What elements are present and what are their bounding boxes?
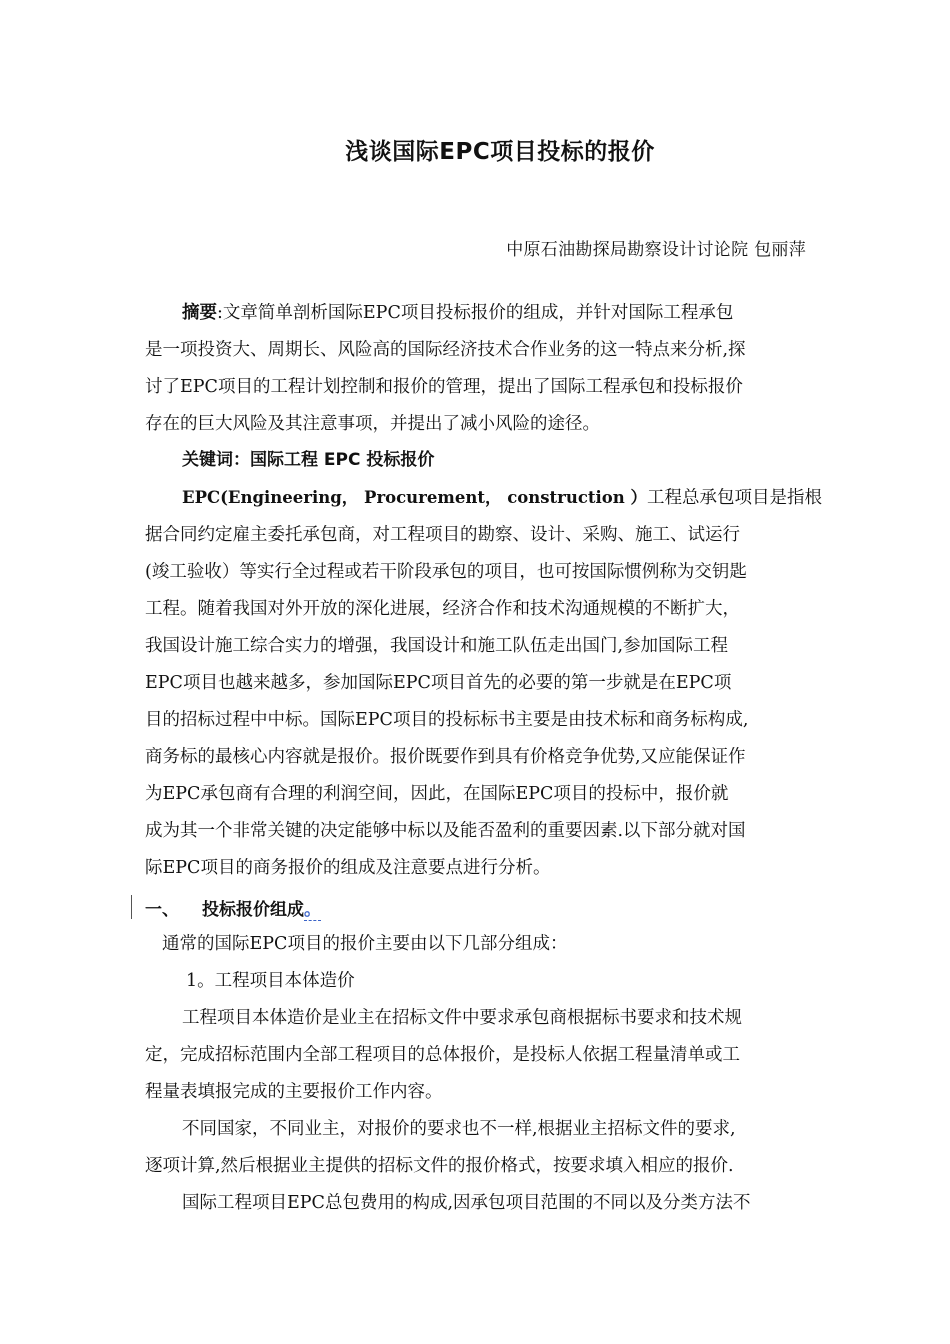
diff-line-1: 不同国家，不同业主，对报价的要求也不一样,根据业主招标文件的要求, [182, 1119, 736, 1139]
intro-line-8: 商务标的最核心内容就是报价。报价既要作到具有价格竞争优势,又应能保证作 [145, 747, 746, 767]
intro-line-11: 际EPC项目的商务报价的组成及注意要点进行分析。 [145, 858, 551, 878]
section-title: 投标报价组成 [202, 900, 304, 920]
epc-definition: EPC(Engineering， Procurement， construction ） [182, 488, 648, 507]
last-line: 国际工程项目EPC总包费用的构成,因承包项目范围的不同以及分类方法不 [182, 1193, 751, 1213]
intro-line-5: 我国设计施工综合实力的增强，我国设计和施工队伍走出国门,参加国际工程 [145, 636, 729, 656]
intro-line-3: (竣工验收）等实行全过程或若干阶段承包的项目，也可按国际惯例称为交钥匙 [145, 562, 747, 582]
item-1-heading: 1。工程项目本体造价 [186, 971, 355, 991]
tracked-change-mark: 。 [304, 900, 321, 920]
intro-line-2: 据合同约定雇主委托承包商，对工程项目的勘察、设计、采购、施工、试运行 [145, 525, 740, 545]
item-1-line-2: 定，完成招标范围内全部工程项目的总体报价，是投标人依据工程量清单或工 [145, 1045, 740, 1065]
keywords-line: 关键词：国际工程 EPC 投标报价 [182, 450, 435, 470]
item-1-line-3: 程量表填报完成的主要报价工作内容。 [145, 1082, 443, 1102]
section-number: 一、 [145, 900, 179, 920]
abstract-text-1: :文章简单剖析国际EPC项目投标报价的组成，并针对国际工程承包 [217, 303, 734, 323]
revision-bar [131, 895, 132, 919]
abstract-line-4: 存在的巨大风险及其注意事项，并提出了减小风险的途径。 [145, 414, 600, 434]
abstract-line-1 [182, 301, 733, 325]
intro-line-4: 工程。随着我国对外开放的深化进展，经济合作和技术沟通规模的不断扩大， [145, 599, 740, 619]
intro-line-10: 成为其一个非常关键的决定能够中标以及能否盈利的重要因素.以下部分就对国 [145, 821, 746, 841]
author-line: 中原石油勘探局勘察设计讨论院 包丽萍 [506, 240, 806, 260]
diff-line-2: 逐项计算,然后根据业主提供的招标文件的报价格式，按要求填入相应的报价. [145, 1156, 734, 1176]
abstract-line-2: 是一项投资大、周期长、风险高的国际经济技术合作业务的这一特点来分析,探 [145, 340, 746, 360]
section-heading-1 [145, 895, 321, 920]
intro-text-1: 工程总承包项目是指根 [647, 488, 823, 508]
intro-line-1 [182, 486, 822, 510]
intro-line-6: EPC项目也越来越多，参加国际EPC项目首先的必要的第一步就是在EPC项 [145, 673, 732, 693]
intro-line-7: 目的招标过程中中标。国际EPC项目的投标标书主要是由技术标和商务标构成, [145, 710, 749, 730]
item-1-line-1: 工程项目本体造价是业主在招标文件中要求承包商根据标书要求和技术规 [182, 1008, 742, 1028]
intro-line-9: 为EPC承包商有合理的利润空间，因此，在国际EPC项目的投标中，报价就 [145, 784, 729, 804]
section-intro: 通常的国际EPC项目的报价主要由以下几部分组成： [162, 934, 568, 954]
abstract-line-3: 讨了EPC项目的工程计划控制和报价的管理，提出了国际工程承包和投标报价 [145, 377, 743, 397]
abstract-label: 摘要 [182, 303, 217, 323]
document-title: 浅谈国际EPC项目投标的报价 [345, 139, 655, 165]
